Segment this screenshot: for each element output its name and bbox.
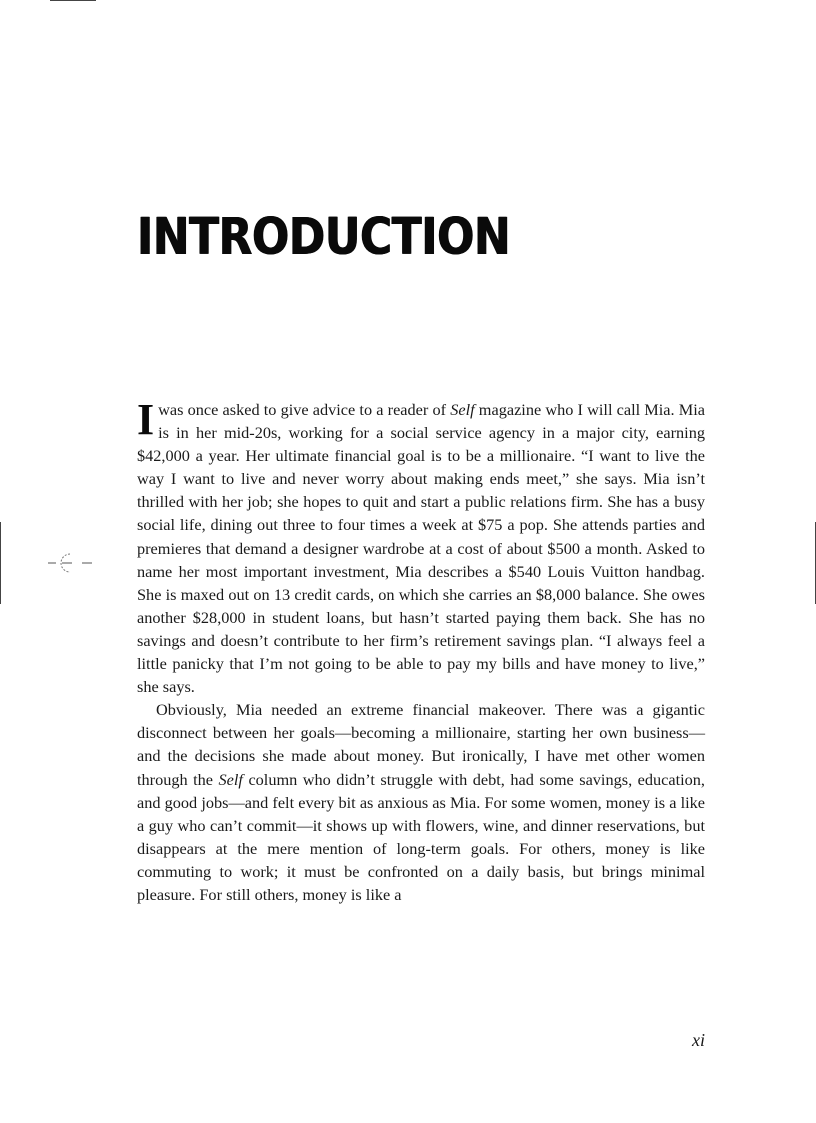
- paragraph-2-text-b: column who didn’t struggle with debt, had some savings, education, and good jobs—and felt every bit as anxious as Mia. For some women, money is a like a guy who can’t commit—it shows up with flowers, wine, and dinner reservations, but disappears at the mere mention of long-term goals. For others, money is like commuting to work; it must be confronted on a daily basis, but brings minimal pleasure. For still others, money is like a: [137, 769, 705, 904]
- paragraph-2: [137, 698, 705, 906]
- paragraph-1-text-b: magazine who I will call Mia. Mia is in her mid-20s, working for a social service agency in a major city, earning $42,000 a year. Her ultimate financial goal is to be a millionaire. “I want to live the way I want to live and never worry about making ends meet,” she says. Mia isn’t thrilled with her job; she hopes to quit and start a public relations firm. She has a busy social life, dining out three to four times a week at $75 a pop. She attends parties and premieres that demand a designer wardrobe at a cost of about $500 a month. Asked to name her most important investment, Mia describes a $540 Louis Vuitton handbag. She is maxed out on 13 credit cards, on which she carries an $8,000 balance. She owes another $28,000 in student loans, but hasn’t started paying them back. She has no savings and doesn’t contribute to her firm’s retirement savings plan. “I always feel a little panicky that I’m not going to be able to pay my bills and have money to live,” she says.: [137, 400, 705, 697]
- chapter-title: INTRODUCTION: [137, 208, 511, 267]
- paragraph-1: [137, 395, 705, 698]
- crop-mark-left: [0, 522, 1, 604]
- crop-mark-top: [50, 0, 96, 1]
- page-number: xi: [692, 1030, 705, 1050]
- magazine-title: Self: [218, 769, 243, 789]
- body-text: [137, 395, 705, 906]
- drop-cap: I: [137, 395, 155, 444]
- registration-mark-icon: [48, 548, 98, 578]
- paragraph-1-text-a: was once asked to give advice to a reader of: [158, 400, 451, 419]
- magazine-title: Self: [450, 400, 475, 419]
- paragraph-2-text-a: Obviously, Mia needed an extreme financial makeover. There was a gigantic disconnect between her goals—becoming a millionaire, starting her own business—and the decisions she made about money. But ironically, I have met other women through the: [137, 700, 705, 789]
